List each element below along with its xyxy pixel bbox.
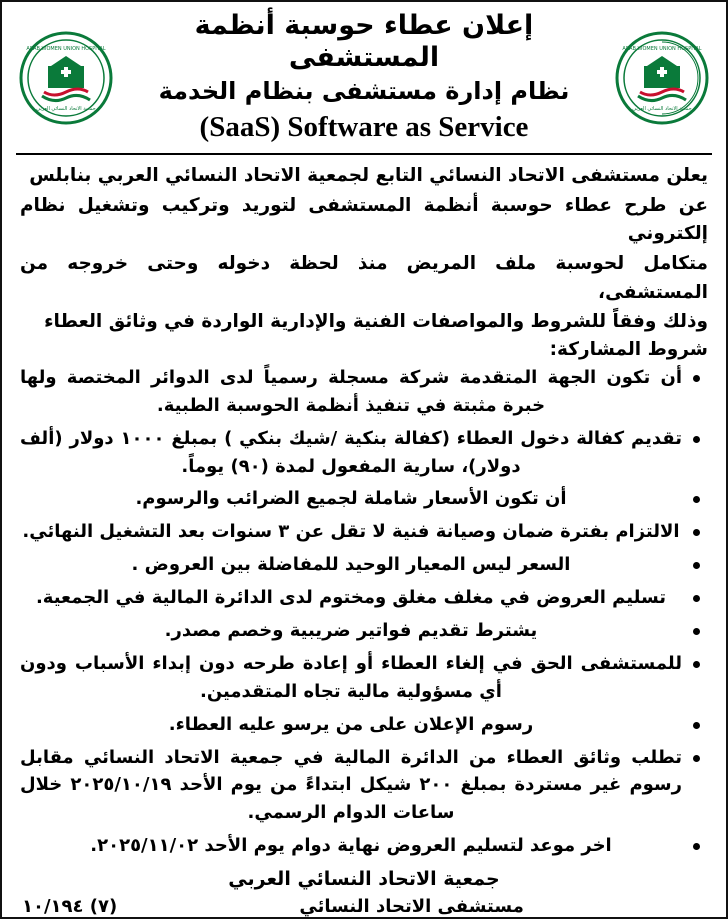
header-divider [16, 153, 712, 155]
list-item: أن تكون الجهة المتقدمة شركة مسجلة رسمياً لدى الدوائر المختصة ولها خبرة مثبتة في تنفيذ أنظمة الحوسبة الطبية. [20, 364, 704, 420]
svg-text:ARAB WOMEN UNION HOSPITAL: ARAB WOMEN UNION HOSPITAL [26, 46, 106, 53]
intro-line-3: متكامل لحوسبة ملف المريض منذ لحظة دخوله وحتى خروجه من المستشفى، [20, 252, 708, 303]
list-item: الالتزام بفترة ضمان وصيانة فنية لا تقل عن ٣ سنوات بعد التشغيل النهائي. [20, 518, 704, 546]
conditions-heading: شروط المشاركة: [549, 338, 708, 360]
svg-text:جمعية الاتحاد النسائي العربي: جمعية الاتحاد النسائي العربي [36, 106, 96, 113]
intro-line-1: يعلن مستشفى الاتحاد النسائي التابع لجمعية الاتحاد النسائي العربي بنابلس [29, 164, 708, 186]
document-header [14, 8, 714, 147]
intro-paragraph [14, 162, 714, 337]
hospital-emblem-left [18, 30, 114, 126]
footer-bottom-row [22, 896, 706, 917]
list-item: رسوم الإعلان على من يرسو عليه العطاء. [20, 711, 704, 739]
document-footer [14, 866, 714, 917]
list-item: السعر ليس المعيار الوحيد للمفاضلة بين العروض . [20, 551, 704, 579]
intro-line-2: عن طرح عطاء حوسبة أنظمة المستشفى لتوريد وتركيب وتشغيل نظام إلكتروني [20, 194, 708, 245]
list-item: اخر موعد لتسليم العروض نهاية دوام يوم الأحد ٢٠٢٥/١١/٠٢. [20, 832, 704, 860]
conditions-list [14, 364, 714, 860]
title-arabic-secondary: نظام إدارة مستشفى بنظام الخدمة [158, 76, 570, 105]
footer-org-line-2: مستشفى الاتحاد النسائي [299, 895, 524, 917]
svg-text:ARAB WOMEN UNION HOSPITAL: ARAB WOMEN UNION HOSPITAL [622, 46, 702, 53]
footer-reference-number: (٧) ١٠/١٩٤ [22, 895, 118, 917]
hospital-emblem-right [614, 30, 710, 126]
list-item: أن تكون الأسعار شاملة لجميع الضرائب والرسوم. [20, 485, 704, 513]
title-arabic-primary: إعلان عطاء حوسبة أنظمة المستشفى [194, 10, 534, 74]
list-item: للمستشفى الحق في إلغاء العطاء أو إعادة طرحه دون إبداء الأسباب ودون أي مسؤولية مالية تجاه المتقدمين. [20, 650, 704, 706]
intro-line-4: وذلك وفقاً للشروط والمواصفات الفنية والإدارية الواردة في وثائق العطاء [44, 311, 708, 333]
list-item: تقديم كفالة دخول العطاء (كفالة بنكية /شيك بنكي ) بمبلغ ١٠٠٠ دولار (ألف دولار)، سارية المفعول لمدة (٩٠) يوماً. [20, 425, 704, 481]
footer-org-line-1: جمعية الاتحاد النسائي العربي [228, 868, 500, 891]
list-item: تسليم العروض في مغلف مغلق ومختوم لدى الدائرة المالية في الجمعية. [20, 584, 704, 612]
title-english: (SaaS) Software as Service [199, 111, 529, 144]
svg-text:جمعية الاتحاد النسائي العربي: جمعية الاتحاد النسائي العربي [632, 106, 692, 113]
list-item: يشترط تقديم فواتير ضريبية وخصم مصدر. [20, 617, 704, 645]
header-titles [114, 10, 614, 147]
list-item: تطلب وثائق العطاء من الدائرة المالية في جمعية الاتحاد النسائي مقابل رسوم غير مستردة بمبلغ ٢٠٠ شيكل ابتداءً من يوم الأحد ٢٠٢٥/١٠/١٩ خلال ساعات الدوام الرسمي. [20, 744, 704, 828]
